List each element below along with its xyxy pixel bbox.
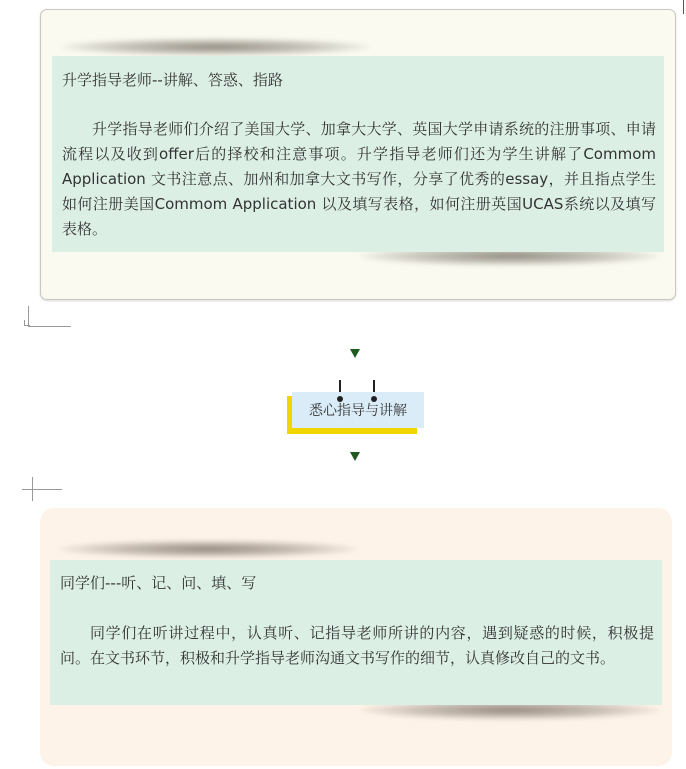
crop-mark <box>28 306 71 327</box>
teacher-body: 升学指导老师们介绍了美国大学、加拿大大学、英国大学申请系统的注册事项、申请流程以及收到offer后的择校和注意事项。升学指导老师们还为学生讲解了Commom Application 文书注意点、加州和加拿大文书写作，分享了优秀的essay，并且指点学生如何注册美国Commom Application 以及填写表格，如何注册英国UCAS系统以及填写表格。 <box>62 120 656 238</box>
edge-rule <box>683 0 684 14</box>
student-body: 同学们在听讲过程中，认真听、记指导老师所讲的内容，遇到疑惑的时候，积极提问。在文书环节，积极和升学指导老师沟通文书写作的细节，认真修改自己的文书。 <box>60 624 654 667</box>
teacher-panel <box>52 56 664 252</box>
connector-label: 悉心指导与讲解 <box>292 392 424 428</box>
student-title: 同学们---听、记、问、填、写 <box>60 574 257 592</box>
pin-dot-icon <box>371 396 377 402</box>
pin-dot-icon <box>337 396 343 402</box>
card-top-shadow <box>60 38 370 56</box>
teacher-title: 升学指导老师--讲解、答惑、指路 <box>62 71 283 89</box>
student-panel <box>50 560 662 705</box>
card-top-shadow <box>58 540 358 558</box>
crosshair-mark <box>22 477 62 501</box>
arrow-down-icon <box>350 349 360 358</box>
arrow-down-icon <box>350 452 360 461</box>
